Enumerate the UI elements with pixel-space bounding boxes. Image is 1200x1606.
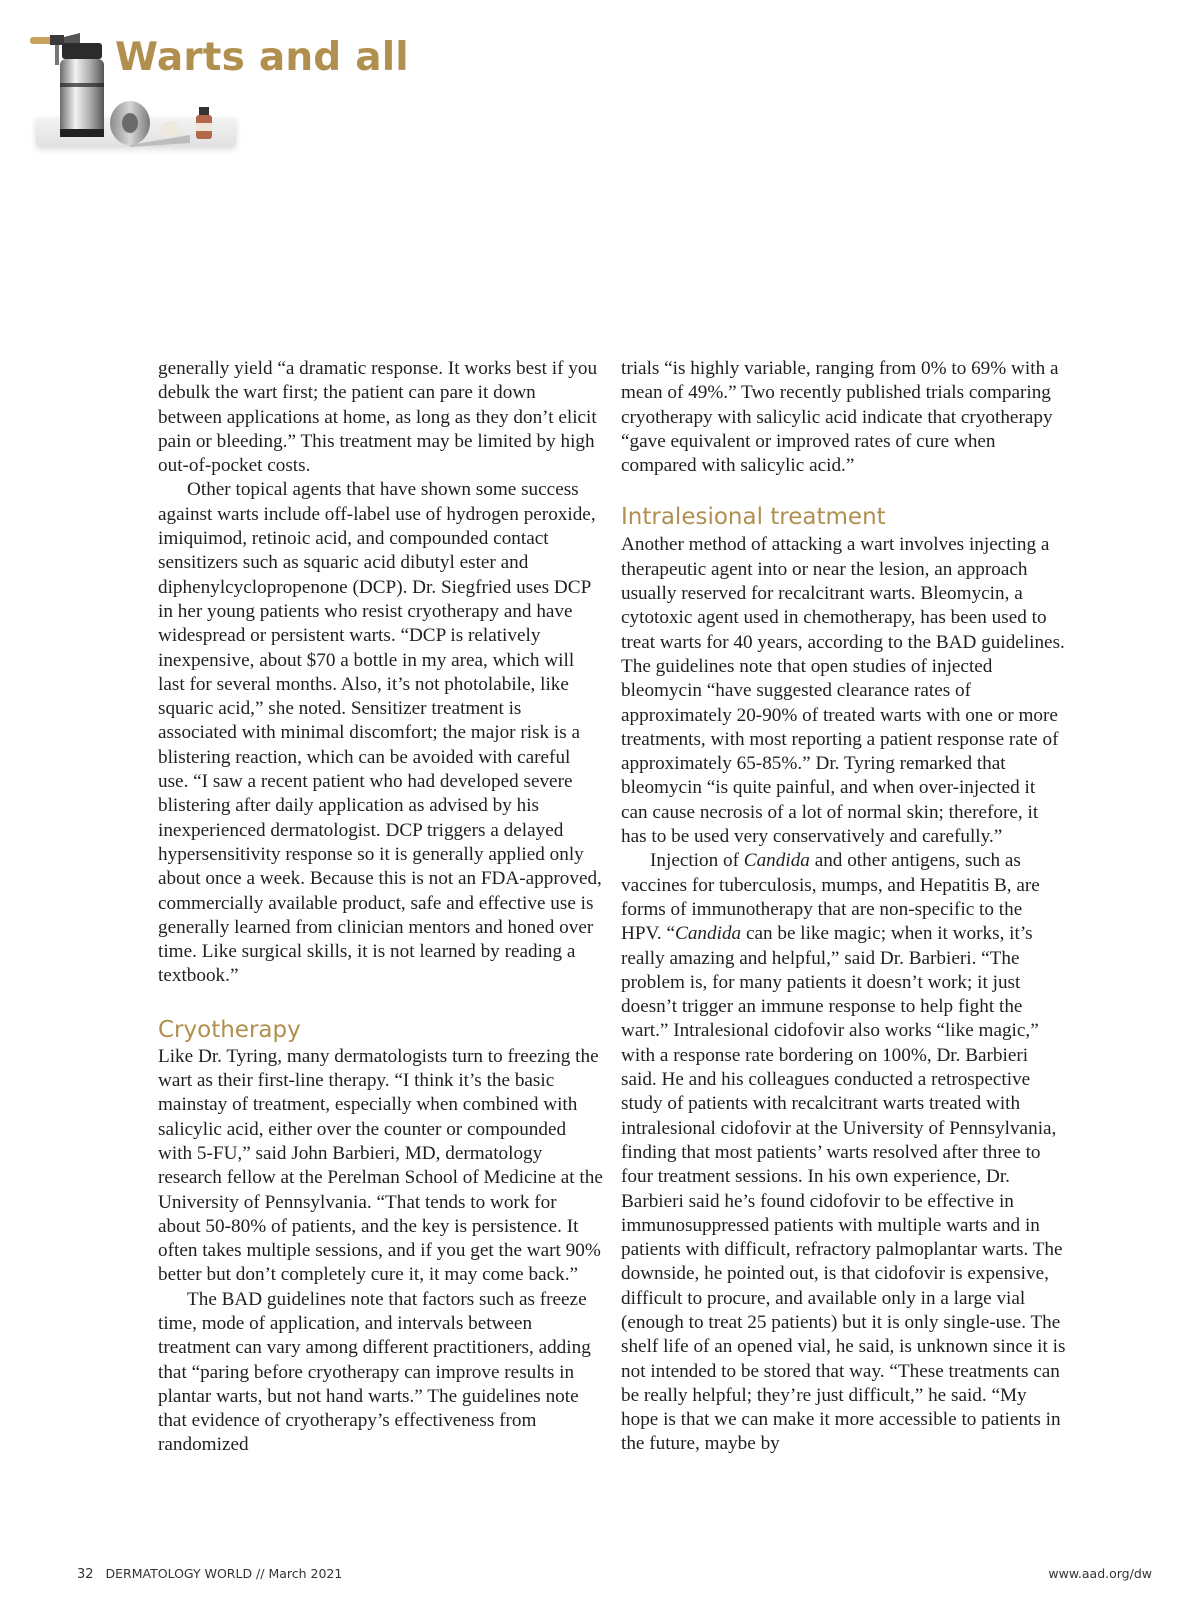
section-title: Warts and all <box>115 35 409 80</box>
subheading-intralesional-treatment: Intralesional treatment <box>621 504 886 531</box>
article-column-left <box>158 357 603 1458</box>
paragraph: Another method of attacking a wart involves injecting a therapeutic agent into or near the lesion, an approach usually reserved for recalcitrant warts. Bleomycin, a cytotoxic agent used in chemotherapy, has been used to treat warts for 40 years, according to the BAD guidelines. The guidelines note that open studies of injected bleomycin “have suggested clearance rates of approximately 20-90% of treated warts with one or more treatments, with most reporting a patient response rate of approximately 65-85%.” Dr. Tyring remarked that bleomycin “is quite painful, and when over-injected it can cause necrosis of a lot of normal skin; therefore, it has to be used very conservatively and carefully.” <box>621 534 1065 848</box>
article-column-right <box>621 357 1066 1457</box>
footer-left <box>77 1566 342 1582</box>
paragraph: Other topical agents that have shown some success against warts include off-label use of hydrogen peroxide, imiquimod, retinoic acid, and compounded contact sensitizers such as squaric acid dibutyl ester and diphenylcyclopropenone (DCP). Dr. Siegfried uses DCP in her young patients who resist cryotherapy and have widespread or persistent warts. “DCP is relatively inexpensive, about $70 a bottle in my area, which will last for several months. Also, it’s not photolabile, like squaric acid,” she noted. Sensitizer treatment is associated with minimal discomfort; the major risk is a blistering reaction, which can be avoided with careful use. “I saw a recent patient who had developed severe blistering after daily application as advised by his inexperienced dermatologist. DCP triggers a delayed hypersensitivity response so it is generally applied only about once a week. Because this is not an FDA-approved, commercially available product, safe and effective use is generally learned from clinician mentors and honed over time. Like surgical skills, it is not learned by reading a textbook.” <box>158 479 602 987</box>
italic-term: Candida <box>675 923 742 945</box>
subheading-cryotherapy: Cryotherapy <box>158 1016 301 1043</box>
text-run: and other antigens, such as vaccines for tuberculosis, mumps, and Hepatitis B, are forms of immunotherapy that are non-specific to the HPV. “ <box>621 850 1040 945</box>
text-run: Injection of <box>650 850 744 872</box>
paragraph: The BAD guidelines note that factors such as freeze time, mode of application, and intervals between treatment can vary among different practitioners, adding that “paring before cryotherapy can improve results in plantar warts, but not hand warts.” The guidelines note that evidence of cryotherapy’s effectiveness from randomized <box>158 1288 591 1456</box>
publication-info: DERMATOLOGY WORLD // March 2021 <box>105 1566 343 1581</box>
text-run: can be like magic; when it works, it’s really amazing and helpful,” said Dr. Barbieri. “The problem is, for many patients it doesn’t work; it just doesn’t trigger an immune response to help fight the wart.” Intralesional cidofovir also works “like magic,” with a response rate bordering on 100%, Dr. Barbieri said. He and his colleagues conducted a retrospective study of patients with recalcitrant warts treated with intralesional cidofovir at the University of Pennsylvania, finding that most patients’ warts resolved after three to four treatment sessions. In his own experience, Dr. Barbieri said he’s found cidofovir to be effective in immunosuppressed patients with multiple warts and in patients with difficult, refractory palmoplantar warts. The downside, he pointed out, is that cidofovir is expensive, difficult to procure, and available only in a large vial (enough to treat 25 patients) but it is only single-use. The shelf life of an opened vial, he said, is unknown since it is not intended to be stored that way. “These treatments can be really helpful; they’re just difficult,” he said. “My hope is that we can make it more accessible to patients in the future, maybe by <box>621 923 1066 1455</box>
paragraph: trials “is highly variable, ranging from 0% to 69% with a mean of 49%.” Two recently published trials comparing cryotherapy with salicylic acid indicate that cryotherapy “gave equivalent or improved rates of cure when compared with salicylic acid.” <box>621 358 1059 477</box>
paragraph: generally yield “a dramatic response. It works best if you debulk the wart first; the patient can pare it down between applications at home, as long as they don’t elicit pain or bleeding.” This treatment may be limited by high out-of-pocket costs. <box>158 358 598 477</box>
paragraph <box>621 849 1066 1456</box>
website-url: www.aad.org/dw <box>1048 1566 1152 1581</box>
page-number: 32 <box>77 1567 94 1582</box>
italic-term: Candida <box>743 850 810 872</box>
paragraph: Like Dr. Tyring, many dermatologists turn to freezing the wart as their first-line therapy. “I think it’s the basic mainstay of treatment, especially when combined with salicylic acid, either over the counter or compounded with 5-FU,” said John Barbieri, MD, dermatology research fellow at the Perelman School of Medicine at the University of Pennsylvania. “That tends to work for about 50-80% of patients, and the key is persistence. It often takes multiple sessions, and if you get the wart 90% better but don’t completely cure it, it may come back.” <box>158 1045 603 1286</box>
